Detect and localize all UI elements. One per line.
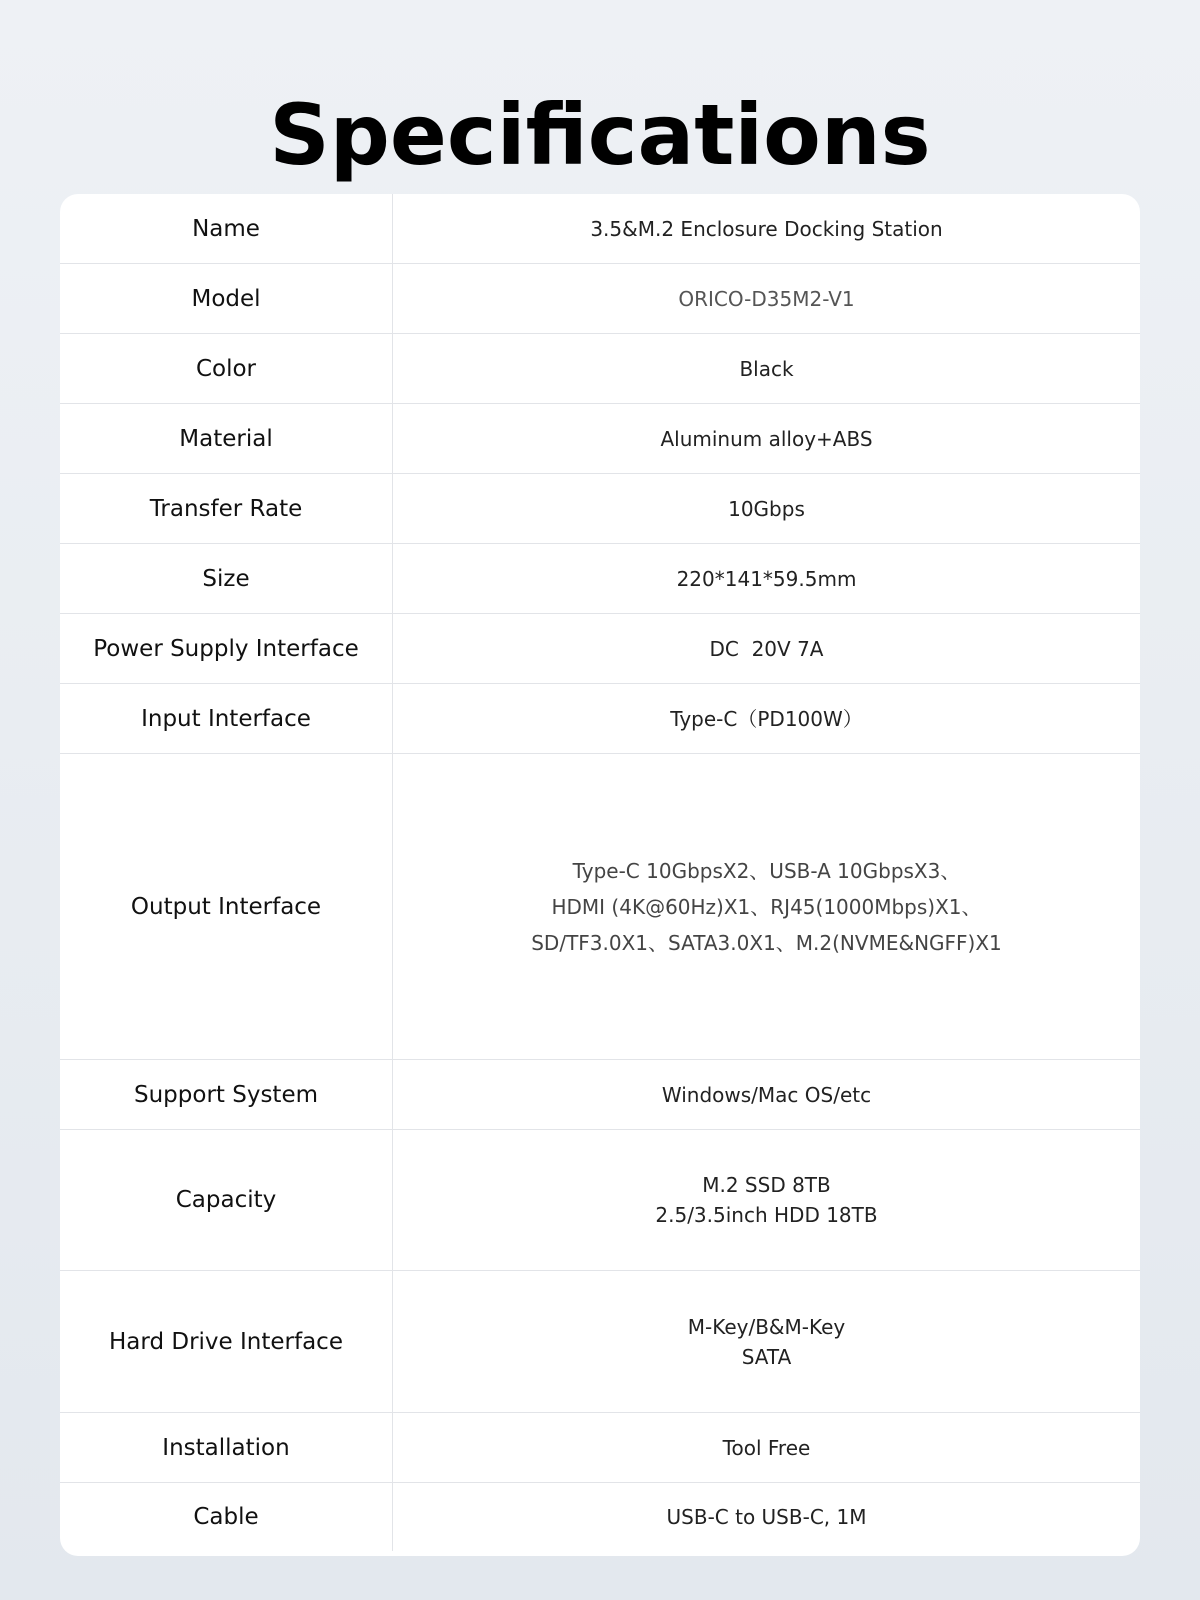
spec-value-line: M-Key/B&M-Key (687, 1314, 846, 1339)
spec-row-installation (60, 1413, 1140, 1483)
spec-value (393, 474, 1140, 543)
spec-label: Capacity (60, 1130, 393, 1270)
spec-value (393, 1060, 1140, 1129)
spec-row-capacity (60, 1130, 1140, 1271)
spec-value-line: 220*141*59.5mm (676, 566, 857, 591)
spec-label: Transfer Rate (60, 474, 393, 543)
spec-row-hard-drive-interface (60, 1271, 1140, 1413)
spec-value (393, 1130, 1140, 1270)
spec-value (393, 1483, 1140, 1551)
spec-label: Color (60, 334, 393, 403)
page-title: Specifications (269, 86, 931, 184)
spec-value-line: Black (739, 356, 794, 381)
spec-label: Model (60, 264, 393, 333)
spec-label: Hard Drive Interface (60, 1271, 393, 1412)
spec-value (393, 1271, 1140, 1412)
spec-value (393, 754, 1140, 1059)
spec-value-line: Type-C（PD100W） (670, 706, 863, 731)
spec-value-line: DC 20V 7A (709, 636, 824, 661)
spec-value (393, 544, 1140, 613)
spec-row-support-system (60, 1060, 1140, 1130)
spec-row-model (60, 264, 1140, 334)
spec-label: Input Interface (60, 684, 393, 753)
spec-value-line: Type-C 10GbpsX2、USB-A 10GbpsX3、 (572, 858, 961, 883)
spec-label: Size (60, 544, 393, 613)
spec-label: Material (60, 404, 393, 473)
spec-row-input-interface (60, 684, 1140, 754)
spec-label: Support System (60, 1060, 393, 1129)
spec-value-line: 2.5/3.5inch HDD 18TB (655, 1203, 878, 1227)
spec-value-line: 3.5&M.2 Enclosure Docking Station (590, 216, 943, 241)
spec-value (393, 334, 1140, 403)
spec-value-line: SATA (741, 1344, 792, 1369)
spec-value (393, 194, 1140, 263)
spec-label: Output Interface (60, 754, 393, 1059)
spec-row-name (60, 194, 1140, 264)
spec-value (393, 614, 1140, 683)
spec-row-material (60, 404, 1140, 474)
spec-row-transfer-rate (60, 474, 1140, 544)
spec-value-line: USB-C to USB-C, 1M (666, 1505, 867, 1529)
spec-row-cable (60, 1483, 1140, 1551)
spec-value-line: M.2 SSD 8TB (702, 1173, 831, 1197)
spec-value-line: 10Gbps (728, 496, 805, 521)
spec-label: Cable (60, 1483, 393, 1551)
spec-row-color (60, 334, 1140, 404)
spec-value (393, 1413, 1140, 1482)
spec-value (393, 264, 1140, 333)
spec-label: Installation (60, 1413, 393, 1482)
spec-value-line: Aluminum alloy+ABS (660, 426, 873, 451)
spec-row-power-supply (60, 614, 1140, 684)
spec-row-output-interface (60, 754, 1140, 1060)
spec-value-line: HDMI (4K@60Hz)X1、RJ45(1000Mbps)X1、 (551, 894, 982, 919)
spec-label: Power Supply Interface (60, 614, 393, 683)
spec-value-line: Tool Free (722, 1435, 811, 1460)
spec-label: Name (60, 194, 393, 263)
spec-value (393, 684, 1140, 753)
spec-table (60, 194, 1140, 1556)
spec-value-line: Windows/Mac OS/etc (661, 1082, 872, 1107)
spec-value (393, 404, 1140, 473)
spec-value-line: SD/TF3.0X1、SATA3.0X1、M.2(NVME&NGFF)X1 (531, 930, 1002, 955)
spec-row-size (60, 544, 1140, 614)
spec-value-line: ORICO-D35M2-V1 (678, 286, 855, 311)
